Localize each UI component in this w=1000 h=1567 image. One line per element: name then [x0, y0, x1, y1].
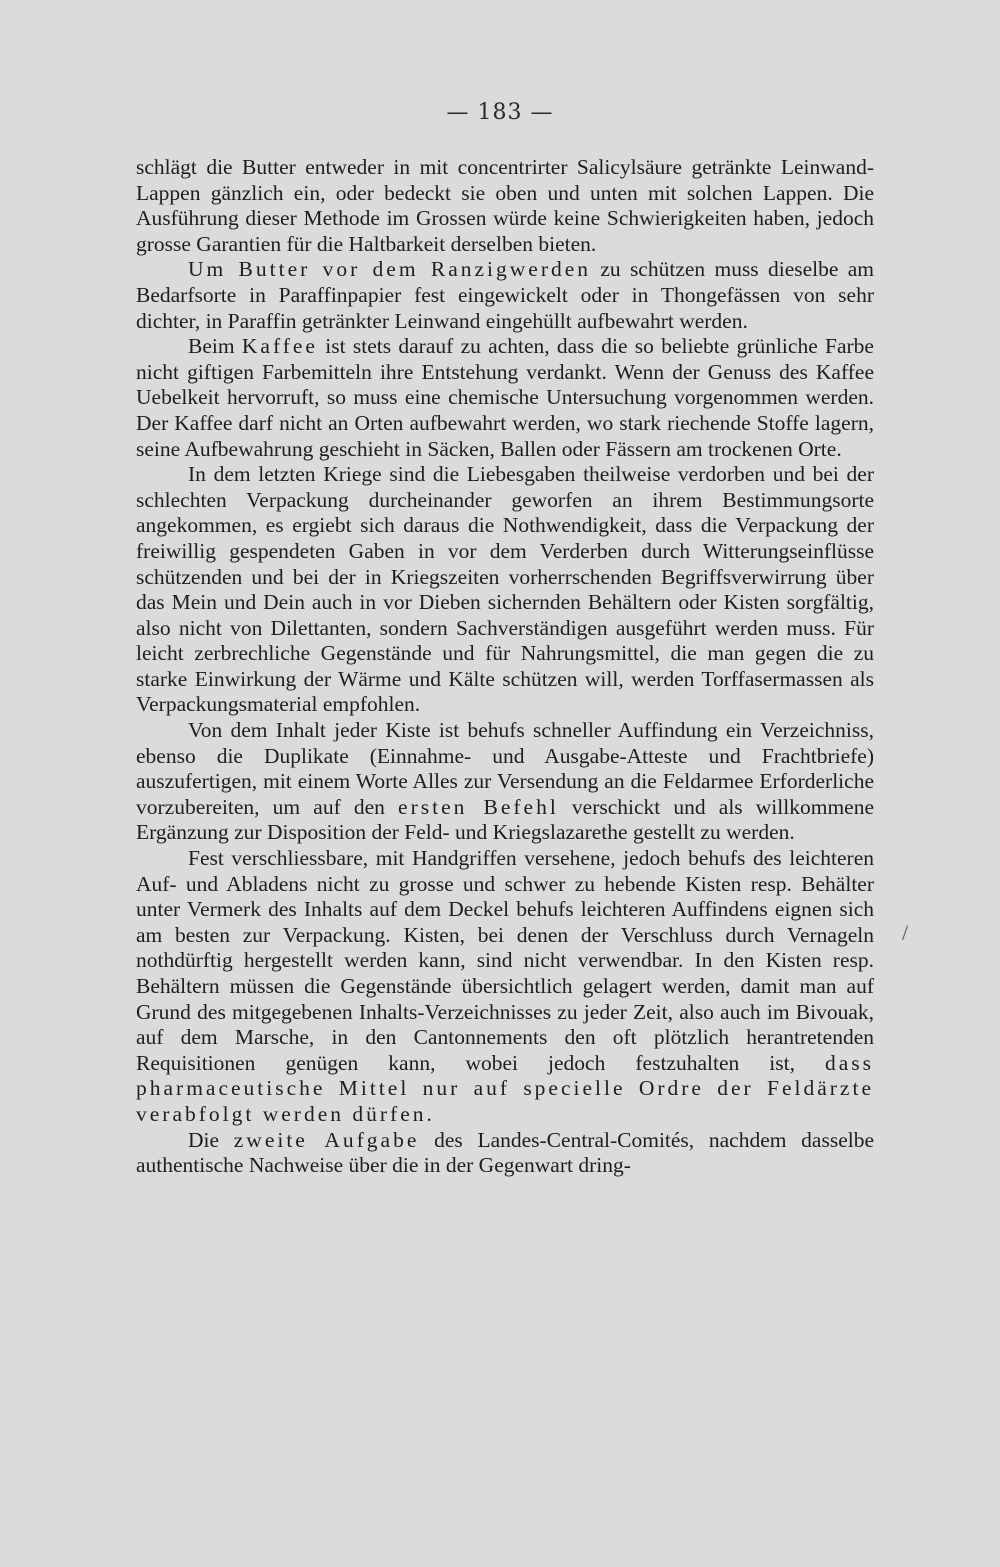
paragraph-3-emphasis: Kaffee	[241, 334, 318, 359]
paragraph-4-text: In dem letzten Kriege sind die Liebesgaben theilweise verdorben und bei der schlechten Verpackung durcheinander geworfen an ihrem Bestimmungsorte angekommen, es ergiebt sich daraus die Nothwendigkeit, dass die Verpackung der freiwillig gespendeten Gaben in vor dem Verderben durch Witterungseinflüsse schützenden und bei der in Kriegszeiten vorherrschenden Begriffsverwirrung über das Mein und Dein auch in vor Dieben sichernden Behältern oder Kisten sorgfältig, also nicht von Dilettanten, sondern Sachverständigen ausgeführt werden muss. Für leicht zerbrechliche Gegenstände und für Nahrungsmittel, die man gegen die zu starke Einwirkung der Wärme und Kälte schützen will, werden Torffasermassen als Verpackungsmaterial empfohlen.	[136, 462, 874, 717]
paragraph-6	[136, 846, 874, 1128]
paragraph-3	[136, 334, 874, 462]
paragraph-2	[136, 257, 874, 334]
paragraph-4	[136, 462, 874, 718]
paragraph-6-emphasis: dass pharmaceutische Mittel nur auf specielle Ordre der Feldärzte verabfolgt werden dürfen.	[136, 1050, 874, 1126]
paragraph-7-emphasis: zweite Aufgabe	[233, 1127, 420, 1152]
paragraph-7-text: des Landes-Central-Comités, nachdem dasselbe authentische Nachweise über die in der Gegenwart dring-	[136, 1127, 875, 1178]
paragraph-5	[136, 718, 874, 846]
paragraph-6-text-a: Fest verschliessbare, mit Handgriffen versehene, jedoch behufs des leichteren Auf- und Abladens nicht zu grosse und schwer zu hebende Kisten resp. Behälter unter Vermerk des Inhalts auf dem Deckel behufs leichteren Auffindens eignen sich am besten zur Verpackung. Kisten, bei denen der Verschluss durch Vernageln nothdürftig hergestellt werden kann, sind nicht verwendbar. In den Kisten resp. Behältern müssen die Gegenstände übersichtlich gelagert werden, damit man auf Grund des mitgegebenen Inhalts-Verzeichnisses zu jeder Zeit, also auch im Bivouak, auf dem Marsche, in den Cantonnements den oft plötzlich herantretenden Requisitionen genügen kann, wobei jedoch festzuhalten ist,	[136, 846, 874, 1075]
paragraph-1-text: schlägt die Butter entweder in mit concentrirter Salicylsäure getränkte Leinwand-Lappen gänzlich ein, oder bedeckt sie oben und unten mit solchen Lappen. Die Ausführung dieser Methode im Grossen würde keine Schwierigkeiten haben, jedoch grosse Garantien für die Haltbarkeit derselben bieten.	[136, 155, 874, 256]
page-number: — 183 —	[446, 100, 554, 125]
body-text	[136, 155, 874, 1179]
paragraph-3-text: ist stets darauf zu achten, dass die so beliebte grünliche Farbe nicht giftigen Farbemitteln ihre Entstehung verdankt. Wenn der Genuss des Kaffee Uebelkeit hervorruft, so muss eine chemische Untersuchung vorgenommen werden. Der Kaffee darf nicht an Orten aufbewahrt werden, wo stark riechende Stoffe lagern, seine Aufbewahrung geschieht in Säcken, Ballen oder Fässern am trockenen Orte.	[136, 334, 874, 461]
paragraph-5-emphasis: ersten Befehl	[398, 794, 559, 819]
paragraph-2-text: zu schützen muss dieselbe am Bedarfsorte in Paraffinpapier fest eingewickelt oder in Thongefässen von sehr dichter, in Paraffin getränkter Leinwand eingehüllt aufbewahrt werden.	[136, 257, 874, 333]
paragraph-7	[136, 1128, 874, 1179]
paragraph-2-emphasis: Um Butter vor dem Ranzigwerden	[188, 257, 592, 282]
paragraph-3-pre: Beim	[188, 334, 242, 359]
paragraph-5-text-a: Von dem Inhalt jeder Kiste ist behufs schneller Auffindung ein Verzeichniss, ebenso die Duplikate (Einnahme- und Ausgabe-Atteste und Frachtbriefe) auszufertigen, mit einem Worte Alles zur Versendung an die Feldarmee Erforderliche vorzubereiten, um auf den	[136, 718, 874, 819]
paragraph-7-pre: Die	[188, 1127, 234, 1152]
paragraph-5-text: verschickt und als willkommene Ergänzung zur Disposition der Feld- und Kriegslazarethe gestellt zu werden.	[136, 794, 875, 845]
paragraph-1	[136, 155, 874, 257]
margin-pencil-mark: /	[902, 920, 909, 945]
